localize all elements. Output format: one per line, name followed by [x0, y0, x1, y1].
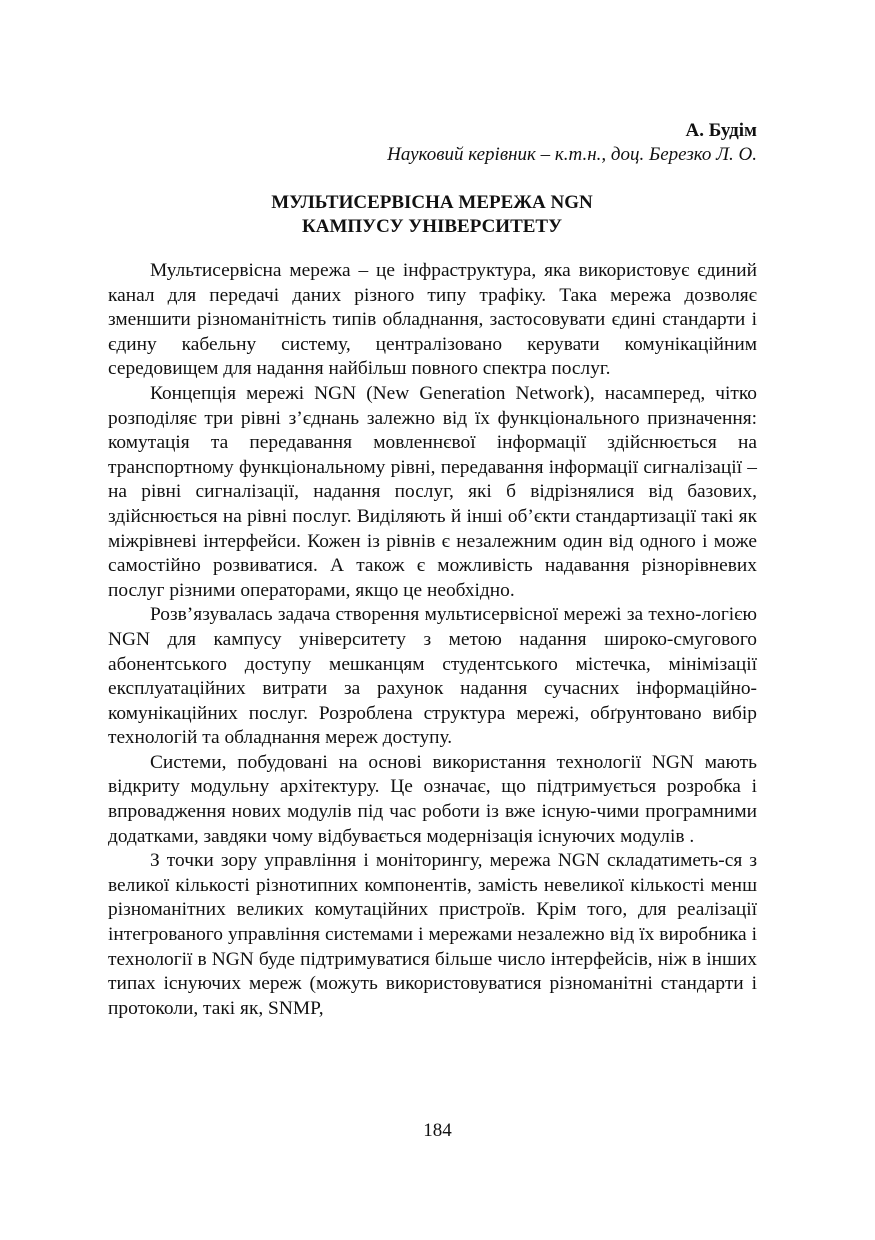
paragraph-1: Мультисервісна мережа – це інфраструктура, яка використовує єдиний канал для передачі даних різного типу трафіку. Така мережа дозволяє зменшити різноманітність типів обладнання, застосовувати єдині стандарти і єдину кабельну систему, централізовано керувати комунікаційним середовищем для надання найбільш повного спектра послуг.: [108, 260, 757, 380]
author-name: А. Будім: [685, 120, 757, 141]
title-line-2: КАМПУСУ УНІВЕРСИТЕТУ: [301, 216, 563, 237]
paragraph-4: Системи, побудовані на основі використання технології NGN мають відкриту модульну архітектуру. Це означає, що підтримується розробка і впровадження нових модулів під час роботи із вже існую-чими програмними додатками, завдяки чому відбувається модернізація існуючих модулів .: [108, 751, 757, 847]
paragraph-5: З точки зору управління і моніторингу, мережа NGN складатиметь-ся з великої кількості різнотипних компонентів, замість невеликої кількості менш різноманітних великих комутаційних пристроїв. Крім того, для реалізації інтегрованого управління системами і мережами незалежно від їх виробника і технології в NGN буде підтримуватися більше число інтерфейсів, ніж в інших типах існуючих мереж (можуть використовуватися різноманітні стандарти і протоколи, такі як, SNMP,: [108, 850, 757, 1019]
paragraph-3: Розв’язувалась задача створення мультисервісної мережі за техно-логією NGN для кампусу університету з метою надання широко-смугового абонентського доступу мешканцям студентського містечка, мінімізації експлуатаційних витрати за рахунок надання сучасних інформаційно-комунікаційних послуг. Розроблена структура мережі, обґрунтовано вибір технологій та обладнання мереж доступу.: [108, 604, 757, 749]
title-line-1: МУЛЬТИСЕРВІСНА МЕРЕЖА NGN: [271, 192, 593, 213]
paragraph-2: Концепція мережі NGN (New Generation Network), насамперед, чітко розподіляє три рівні з’єднань залежно від їх функціонального призначення: комутація та передавання мовленнєвої інформації здійснюється на транспортному функціональному рівні, передавання інформації сигналізації – на рівні сигналізації, надання послуг, які б відрізнялися від базових, здійснюється на рівні послуг. Виділяють й інші об’єкти стандартизації такі як міжрівневі інтерфейси. Кожен із рівнів є незалежним один від одного і може самостійно розвиватися. А також є можливість надавання різнорівневих послуг різними операторами, якщо це необхідно.: [108, 382, 757, 601]
page-number: 184: [423, 1120, 452, 1141]
article-title: [108, 191, 756, 239]
scientific-supervisor: Науковий керівник – к.т.н., доц. Березко Л. О.: [387, 144, 757, 165]
article-body: [108, 259, 757, 1021]
